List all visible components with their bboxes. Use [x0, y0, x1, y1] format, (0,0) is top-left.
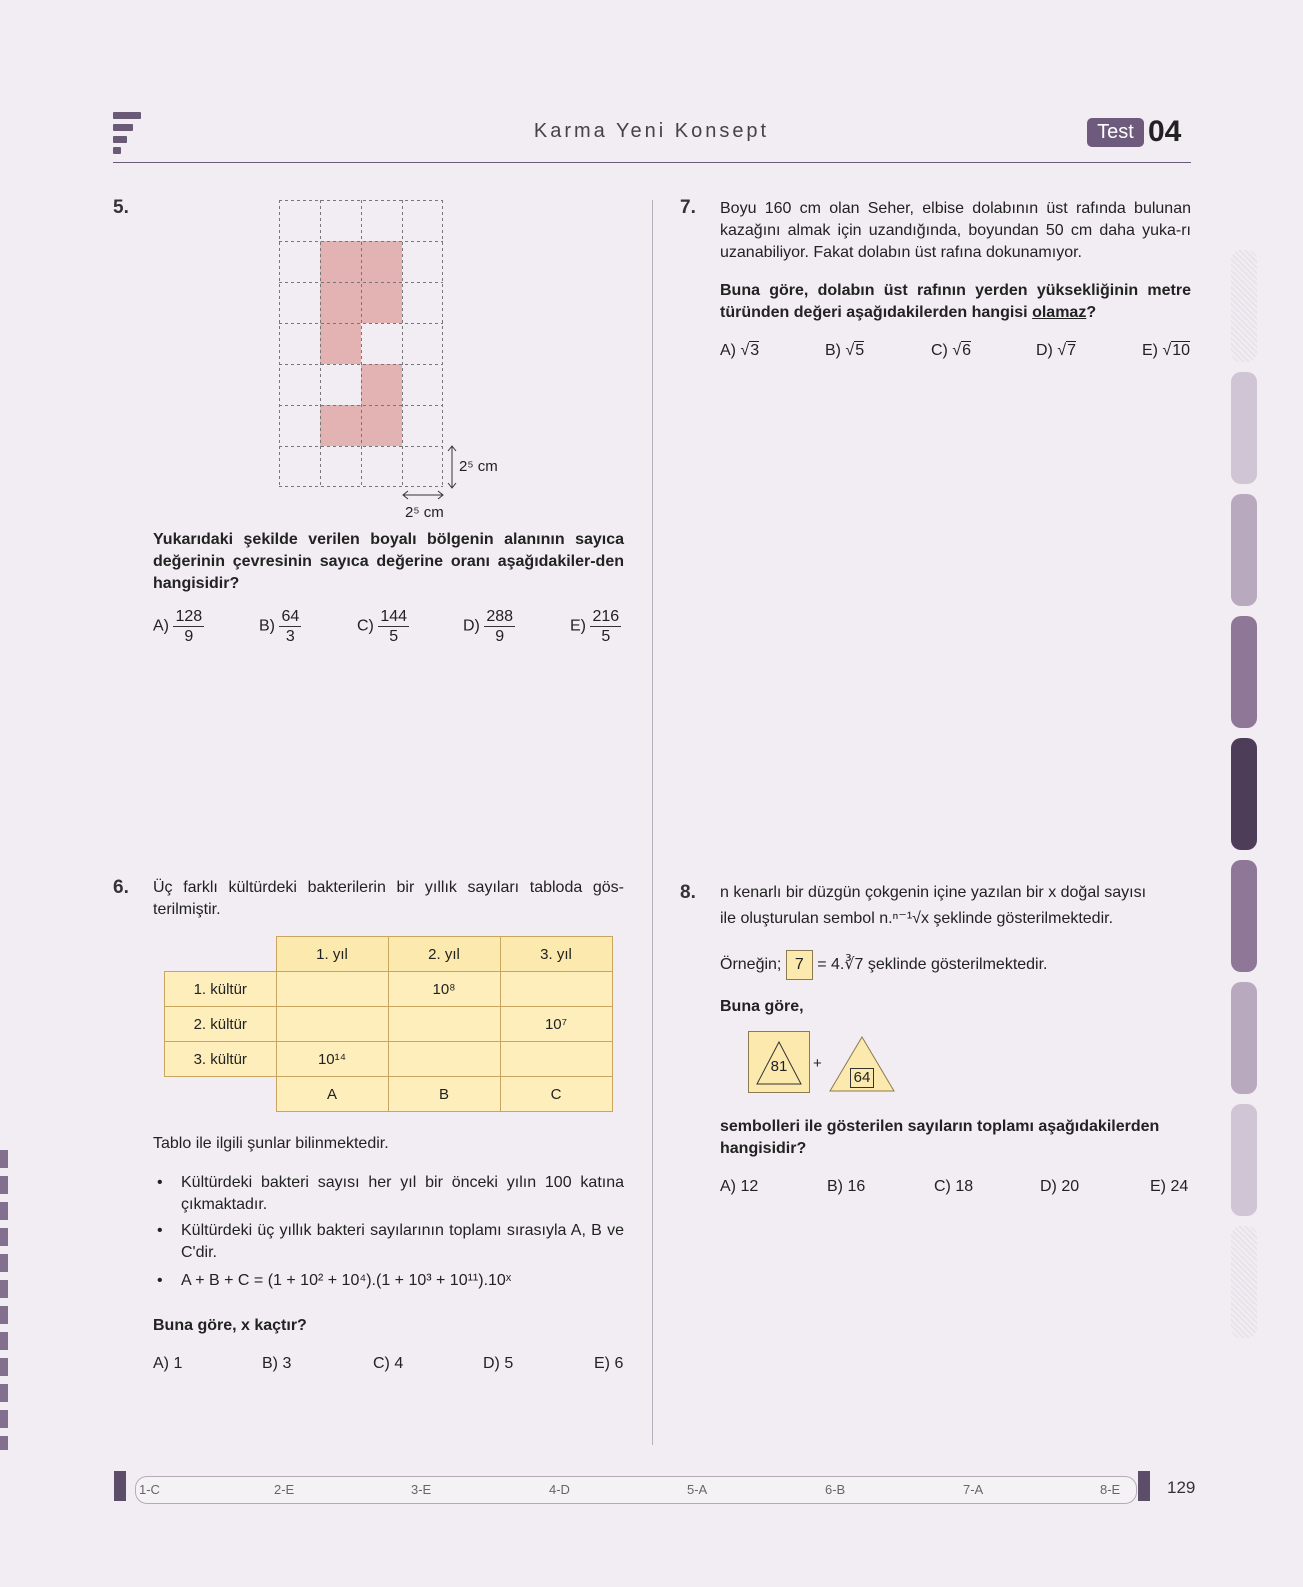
table-cell: [276, 972, 388, 1007]
row-label: 2. kültür: [165, 1007, 277, 1042]
table-cell: [388, 1007, 500, 1042]
table-cell: [388, 1042, 500, 1077]
table-footer-cell: B: [388, 1077, 500, 1112]
question-7-question: Buna göre, dolabın üst rafının yerden yüksekliğinin metre türünden değeri aşağıdakilerden hangisi olamaz?: [720, 282, 1191, 321]
table-row: [165, 972, 613, 1007]
dimension-label-bottom: 2⁵ cm: [405, 504, 444, 521]
test-badge: Test: [1087, 118, 1144, 147]
table-header: 3. yıl: [500, 937, 612, 972]
footer-block-left: [114, 1471, 126, 1501]
q5-option-a[interactable]: A) $\frac{128}{9}$: [153, 608, 203, 645]
question-6-text: Buna göre, x kaçtır?: [153, 1317, 307, 1334]
question-6-info-intro: Tablo ile ilgili şunlar bilinmektedir.: [153, 1135, 389, 1152]
table-row: [165, 1042, 613, 1077]
q7-option-b[interactable]: B) √5: [825, 342, 865, 359]
footer-block-right: [1138, 1471, 1150, 1501]
dimension-arrow-horizontal: [401, 489, 445, 501]
header-title: Karma Yeni Konsept: [533, 120, 770, 142]
bacteria-table: [164, 936, 613, 1112]
answer-key-item: 7-A: [963, 1482, 984, 1497]
side-tab: [1231, 616, 1257, 728]
q7-option-d[interactable]: D) √7: [1036, 342, 1077, 359]
table-cell: 10⁸: [388, 972, 500, 1007]
table-cell: 10⁷: [500, 1007, 612, 1042]
bullet-icon: •: [157, 1222, 163, 1239]
side-tab: [1231, 494, 1257, 606]
q5-option-e[interactable]: E) $\frac{216}{5}$: [570, 608, 620, 645]
bullet-icon: •: [157, 1272, 163, 1289]
table-cell: [276, 1007, 388, 1042]
table-row: [165, 1077, 613, 1112]
q6-option-b[interactable]: B) 3: [262, 1355, 292, 1372]
q5-option-d[interactable]: D) $\frac{288}{9}$: [463, 608, 514, 645]
answer-key-item: 6-B: [825, 1482, 846, 1497]
question-8-example: Örneğin; 7 = 4.∛7 şeklinde gösterilmektedir.: [720, 950, 1191, 980]
q8-option-d[interactable]: D) 20: [1040, 1178, 1080, 1195]
side-tab: [1231, 860, 1257, 972]
answer-key-item: 4-D: [549, 1482, 570, 1497]
answer-key-item: 3-E: [411, 1482, 432, 1497]
grid-figure: [279, 200, 443, 487]
answer-key-item: 8-E: [1100, 1482, 1121, 1497]
side-tab: [1231, 250, 1257, 362]
answer-key-item: 1-C: [139, 1482, 160, 1497]
side-tab: [1231, 738, 1257, 850]
table-header: 2. yıl: [388, 937, 500, 972]
question-8-buna-gore: Buna göre,: [720, 998, 804, 1015]
q7-option-e[interactable]: E) √10: [1142, 342, 1191, 359]
side-tab: [1231, 1226, 1257, 1338]
example-square-symbol: 7: [786, 950, 813, 980]
q6-option-a[interactable]: A) 1: [153, 1355, 183, 1372]
side-tab: [1231, 372, 1257, 484]
q8-option-e[interactable]: E) 24: [1150, 1178, 1189, 1195]
test-number: 04: [1148, 115, 1182, 148]
dimension-arrow-vertical: [445, 444, 459, 490]
table-cell: [500, 1042, 612, 1077]
page-number: 129: [1167, 1478, 1196, 1497]
table-footer-cell: A: [276, 1077, 388, 1112]
triangle-symbol: [828, 1035, 896, 1093]
table-row: [165, 1007, 613, 1042]
question-6-number: 6.: [113, 877, 129, 898]
q6-option-d[interactable]: D) 5: [483, 1355, 514, 1372]
q7-option-a[interactable]: A) √3: [720, 342, 760, 359]
q7-option-c[interactable]: C) √6: [931, 342, 972, 359]
dimension-label-right: 2⁵ cm: [459, 458, 498, 475]
question-6-intro: Üç farklı kültürdeki bakterilerin bir yıllık sayıları tabloda gös-terilmiştir.: [153, 879, 624, 918]
triangle-symbol-value: 64: [850, 1068, 874, 1088]
q6-option-e[interactable]: E) 6: [594, 1355, 624, 1372]
q8-option-c[interactable]: C) 18: [934, 1178, 974, 1195]
q6-option-c[interactable]: C) 4: [373, 1355, 404, 1372]
column-divider: [652, 200, 653, 1445]
sidebar-decoration: [0, 1150, 8, 1450]
table-footer-cell: C: [500, 1077, 612, 1112]
side-tab: [1231, 982, 1257, 1094]
question-7-number: 7.: [680, 197, 696, 218]
square-symbol: [748, 1031, 810, 1093]
grid-lines: [279, 200, 443, 488]
question-8-text: sembolleri ile gösterilen sayıların toplamı aşağıdakilerden hangisidir?: [720, 1118, 1160, 1157]
header-divider: [113, 162, 1191, 163]
question-5-text: Yukarıdaki şekilde verilen boyalı bölgenin alanının sayıca değerinin çevresinin sayıca değerine oranı aşağıdakiler-den hangisidir?: [153, 531, 624, 592]
table-cell: 10¹⁴: [276, 1042, 388, 1077]
table-header: 1. yıl: [276, 937, 388, 972]
square-symbol-value: 81: [770, 1058, 788, 1075]
bullet-item: Kültürdeki bakteri sayısı her yıl bir önceki yılın 100 katına çıkmaktadır.: [181, 1174, 624, 1213]
question-8-number: 8.: [680, 882, 696, 903]
row-label: 1. kültür: [165, 972, 277, 1007]
answer-key-item: 5-A: [687, 1482, 708, 1497]
side-tab: [1231, 1104, 1257, 1216]
q5-option-b[interactable]: B) $\frac{64}{3}$: [259, 608, 300, 645]
bullet-item: A + B + C = (1 + 10² + 10⁴).(1 + 10³ + 10¹¹).10ˣ: [181, 1272, 512, 1289]
q8-option-a[interactable]: A) 12: [720, 1178, 759, 1195]
answer-key-item: 2-E: [274, 1482, 295, 1497]
question-5-number: 5.: [113, 197, 129, 218]
row-label: 3. kültür: [165, 1042, 277, 1077]
question-8-line1: n kenarlı bir düzgün çokgenin içine yazılan bir x doğal sayısı: [720, 884, 1147, 901]
plus-sign: +: [813, 1055, 822, 1072]
question-7-text: Boyu 160 cm olan Seher, elbise dolabının üst rafında bulunan kazağını almak için uzandığında, boyundan 50 cm daha yuka-rı uzanabiliyor. Fakat dolabın üst rafına dokunamıyor.: [720, 200, 1191, 261]
question-8-line2: ile oluşturulan sembol n.ⁿ⁻¹√x şeklinde gösterilmektedir.: [720, 910, 1114, 927]
table-cell: [500, 972, 612, 1007]
q5-option-c[interactable]: C) $\frac{144}{5}$: [357, 608, 408, 645]
bullet-item: Kültürdeki üç yıllık bakteri sayılarının toplamı sırasıyla A, B ve C'dir.: [181, 1222, 624, 1261]
bullet-icon: •: [157, 1174, 163, 1191]
q8-option-b[interactable]: B) 16: [827, 1178, 866, 1195]
